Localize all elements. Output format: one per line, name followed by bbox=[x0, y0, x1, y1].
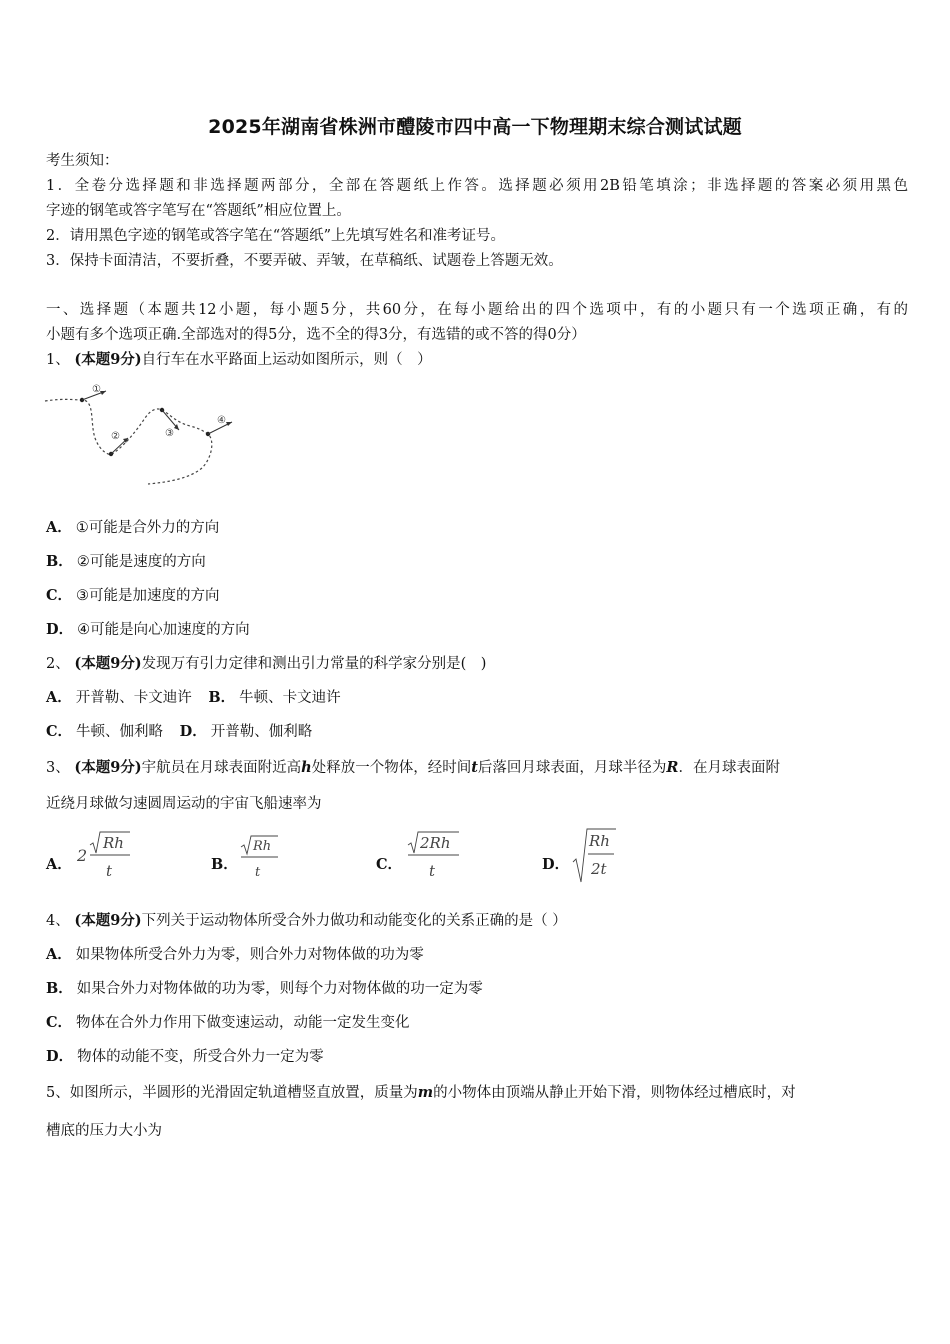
svg-text:t: t bbox=[429, 862, 436, 880]
q4-points: (本题9分) bbox=[74, 912, 142, 929]
q1-option-c[interactable]: C． ③可能是加速度的方向 bbox=[46, 587, 220, 604]
q3-option-a-letter[interactable]: A． bbox=[46, 856, 72, 873]
q1-option-d[interactable]: D． ④可能是向心加速度的方向 bbox=[46, 621, 250, 638]
q3-option-d-letter[interactable]: D． bbox=[542, 856, 570, 873]
svg-text:2: 2 bbox=[77, 846, 88, 865]
q2-option-a[interactable]: A． 开普勒、卡文迪许 bbox=[46, 689, 192, 706]
q3-option-c-formula[interactable] bbox=[405, 828, 463, 884]
q3-option-c-letter[interactable]: C． bbox=[376, 856, 403, 873]
q4-stem bbox=[46, 910, 908, 932]
q2-options-row1 bbox=[46, 687, 341, 709]
q3-stem: 3、 (本题9分)宇航员在月球表面附近高h处释放一个物体，经时间t后落回月球表面，月球半径为R．在月球表面附 bbox=[46, 759, 780, 776]
q3-option-b-letter[interactable]: B． bbox=[211, 856, 238, 873]
q1-number: 1、 bbox=[46, 352, 70, 368]
section-intro-line2: 小题有多个选项正确.全部选对的得5分，选不全的得3分，有选错的或不答的得0分） bbox=[46, 327, 586, 343]
q4-number: 4、 bbox=[46, 913, 70, 929]
svg-text:2Rh: 2Rh bbox=[420, 834, 451, 852]
q3-var-h: h bbox=[301, 759, 312, 776]
q3-option-b-formula[interactable] bbox=[238, 833, 282, 883]
svg-text:t: t bbox=[106, 862, 113, 880]
q1-label-4: ④ bbox=[217, 415, 226, 426]
q1-label-2: ② bbox=[111, 431, 120, 442]
q1-points: (本题9分) bbox=[74, 351, 142, 368]
q2-text: 发现万有引力定律和测出引力常量的科学家分别是( ) bbox=[141, 656, 487, 672]
q5-stem: 5、如图所示，半圆形的光滑固定轨道槽竖直放置，质量为m的小物体由顶端从静止开始下滑，则物体经过槽底时，对 bbox=[46, 1084, 796, 1101]
q1-option-a[interactable]: A． ①可能是合外力的方向 bbox=[46, 519, 220, 536]
q1-stem bbox=[46, 349, 908, 371]
q2-stem bbox=[46, 653, 908, 675]
page-title: 2025年湖南省株洲市醴陵市四中高一下物理期末综合测试试题 bbox=[208, 116, 742, 138]
q3-stem-line2: 近绕月球做匀速圆周运动的宇宙飞船速率为 bbox=[46, 796, 322, 812]
q1-bicycle-path-figure bbox=[40, 378, 250, 490]
q1-label-3: ③ bbox=[165, 428, 174, 439]
q2-option-c[interactable]: C． 牛顿、伽利略 bbox=[46, 723, 164, 740]
q4-option-c[interactable]: C． 物体在合外力作用下做变速运动，动能一定发生变化 bbox=[46, 1014, 410, 1031]
q2-option-d[interactable]: D． 开普勒、伽利略 bbox=[179, 723, 313, 740]
section-intro-line1: 一、选择题（本题共12小题，每小题5分，共60分，在每小题给出的四个选项中，有的小题只有一个选项正确，有的 bbox=[46, 302, 908, 318]
svg-text:Rh: Rh bbox=[253, 839, 272, 854]
q2-option-b[interactable]: B． 牛顿、卡文迪许 bbox=[208, 689, 341, 706]
q1-label-1: ① bbox=[92, 384, 101, 395]
notice-item-3: 3．保持卡面清洁，不要折叠，不要弄破、弄皱，在草稿纸、试题卷上答题无效。 bbox=[46, 253, 563, 269]
q3-points: (本题9分) bbox=[74, 759, 142, 776]
notice-item-1-cont: 字迹的钢笔或答字笔写在“答题纸”相应位置上。 bbox=[46, 203, 351, 219]
svg-text:t: t bbox=[255, 865, 261, 880]
q2-options-row2 bbox=[46, 721, 312, 743]
q3-option-d-formula[interactable] bbox=[570, 826, 620, 886]
q4-option-a[interactable]: A． 如果物体所受合外力为零，则合外力对物体做的功为零 bbox=[46, 946, 424, 963]
q3-number: 3、 bbox=[46, 760, 70, 776]
q5-stem-line2: 槽底的压力大小为 bbox=[46, 1123, 162, 1139]
q2-number: 2、 bbox=[46, 656, 70, 672]
notice-heading: 考生须知： bbox=[46, 153, 119, 169]
q5-number: 5、 bbox=[46, 1085, 70, 1101]
q4-option-b[interactable]: B． 如果合外力对物体做的功为零，则每个力对物体做的功一定为零 bbox=[46, 980, 483, 997]
svg-text:2t: 2t bbox=[591, 860, 607, 878]
q4-text: 下列关于运动物体所受合外力做功和动能变化的关系正确的是（ ） bbox=[141, 913, 567, 929]
svg-text:Rh: Rh bbox=[589, 832, 610, 850]
q5-var-m: m bbox=[417, 1084, 434, 1101]
q1-text: 自行车在水平路面上运动如图所示，则（ ） bbox=[141, 352, 432, 368]
notice-item-1: 1．全卷分选择题和非选择题两部分，全部在答题纸上作答。选择题必须用2B铅笔填涂；非选择题的答案必须用黑色 bbox=[46, 178, 908, 194]
notice-item-2: 2．请用黑色字迹的钢笔或答字笔在“答题纸”上先填写姓名和准考证号。 bbox=[46, 228, 506, 244]
svg-text:Rh: Rh bbox=[103, 834, 124, 852]
q4-option-d[interactable]: D． 物体的动能不变，所受合外力一定为零 bbox=[46, 1048, 324, 1065]
q1-path-curve bbox=[45, 399, 212, 484]
q3-option-a-formula[interactable] bbox=[74, 828, 134, 884]
q3-var-t: t bbox=[471, 759, 478, 776]
q3-var-R: R bbox=[666, 759, 679, 776]
q2-points: (本题9分) bbox=[74, 655, 142, 672]
q1-option-b[interactable]: B． ②可能是速度的方向 bbox=[46, 553, 206, 570]
